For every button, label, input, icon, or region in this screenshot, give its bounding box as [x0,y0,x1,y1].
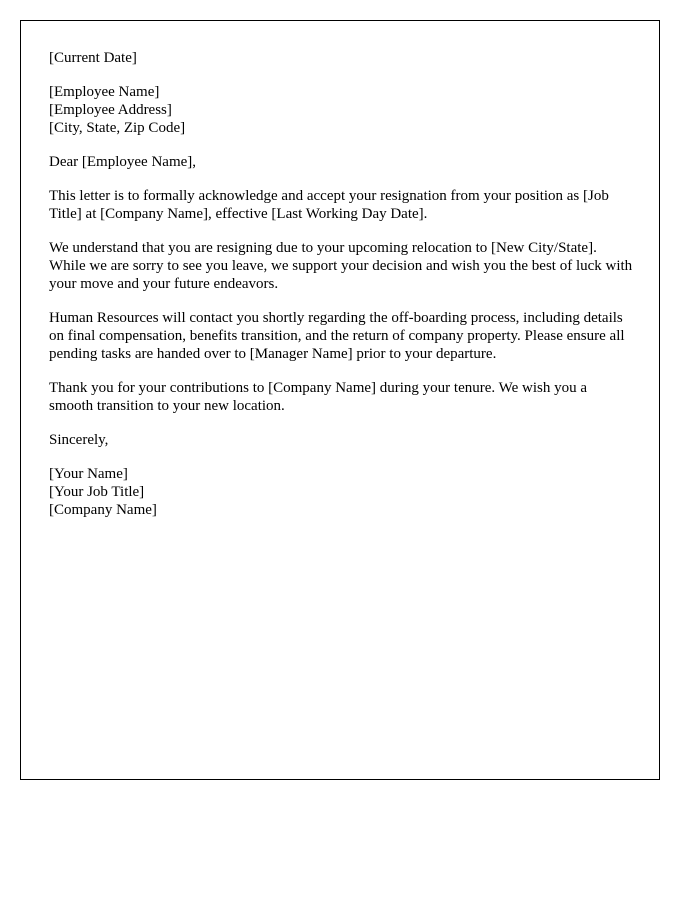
paragraph-resignation-acceptance: This letter is to formally acknowledge and accept your resignation from your position as [Job Title] at [Company Name], effective [Last Working Day Date]. [49,188,609,222]
recipient-address: [Employee Address] [49,102,172,118]
paragraph-relocation: We understand that you are resigning due to your upcoming relocation to [New City/State]. While we are sorry to see you leave, we support your decision and wish you the best of luck with your move and your future endeavors. [49,240,633,292]
salutation: Dear [Employee Name], [49,154,197,170]
closing: Sincerely, [49,432,109,448]
recipient-name: [Employee Name] [49,84,160,100]
paragraph-thanks: Thank you for your contributions to [Company Name] during your tenure. We wish you a smooth transition to your new location. [49,380,587,414]
salutation-block [49,153,634,171]
letter-page [20,20,660,780]
date-block [49,49,634,67]
paragraph-offboarding: Human Resources will contact you shortly regarding the off-boarding process, including details on final compensation, benefits transition, and the return of company property. Please ensure all pending tasks are handed over to [Manager Name] prior to your departure. [49,310,625,362]
letter-date: [Current Date] [49,50,137,66]
signature-block [49,465,634,519]
signature-job-title: [Your Job Title] [49,484,145,500]
recipient-address-block [49,83,634,137]
letter-body [49,49,634,535]
signature-company: [Company Name] [49,502,157,518]
signature-name: [Your Name] [49,466,128,482]
closing-block [49,431,634,449]
recipient-city-state-zip: [City, State, Zip Code] [49,120,186,136]
